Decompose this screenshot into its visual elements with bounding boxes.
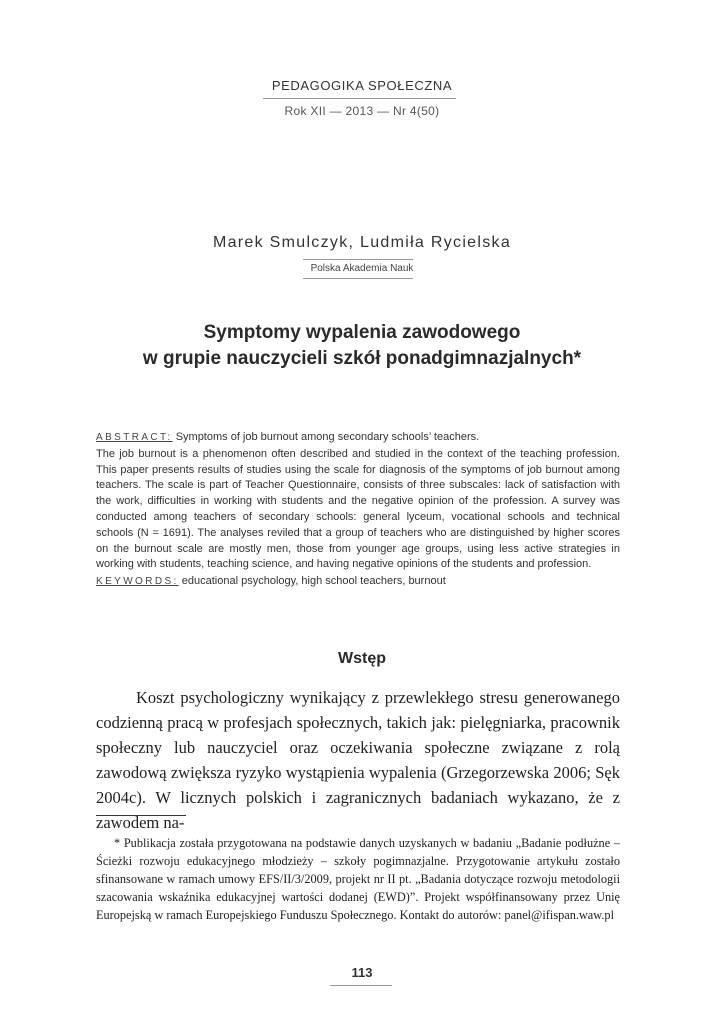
affiliation-divider-top: [303, 259, 413, 260]
abstract-text: The job burnout is a phenomenon often described and studied in the context of the teaching profession. This paper presents results of studies using the scale for diagnosis of the symptoms of job burnout among teachers. The scale is part of Teacher Questionnaire, consists of three subscales: lack of satisfaction with the work, difficulties in working with students and the negative opinion of the profession. A survey was conducted among teachers of secondary schools: general lyceum, vocational schools and technical schools (N = 1691). The analyses reviled that a group of teachers who are distinguished by higher scores on the burnout scale are mostly men, those from younger age groups, using less active strategies in working with students, teaching science, and having negative opinions of the students and profession.: [96, 447, 620, 571]
affiliation: Polska Akademia Nauk: [310, 263, 414, 274]
journal-divider: [263, 98, 456, 99]
abstract-heading-line: [96, 430, 620, 446]
affiliation-divider-bottom: [303, 278, 413, 279]
keywords-line: [96, 574, 620, 590]
keywords: educational psychology, high school teachers, burnout: [181, 575, 446, 588]
article-title: [0, 320, 724, 372]
page-number: 113: [351, 965, 373, 980]
issue-info: Rok XII — 2013 — Nr 4(50): [284, 104, 440, 118]
section-heading: Wstęp: [338, 650, 386, 667]
footnote-text: * Publikacja została przygotowana na podstawie danych uzyskanych w badaniu „Badanie podłużne – Ścieżki rozwoju edukacyjnego młodzieży – szkoły pogimnazjalne. Przygotowanie artykułu zostało sfinansowane w ramach umowy EFS/II/3/2009, projekt nr II pt. „Badania dotyczące rozwoju metodologii szacowania wskaźnika edukacyjnej wartości dodanej (EWD)”. Projekt współfinansowany przez Unię Europejską w ramach Europejskiego Funduszu Społecznego. Kontakt do autorów: panel@ifispan.waw.pl: [96, 836, 620, 922]
footnote-divider: [96, 815, 186, 816]
abstract-label: ABSTRACT:: [96, 432, 173, 443]
journal-name: PEDAGOGIKA SPOŁECZNA: [271, 78, 453, 93]
intro-paragraph: Koszt psychologiczny wynikający z przewlekłego stresu generowanego codzienną pracą w profesjach społecznych, takich jak: pielęgniarka, pracownik społeczny lub nauczyciel oraz oczekiwania społeczne związane z rolą zawodową zwiększa ryzyko wystąpienia wypalenia (Grzegorzewska 2006; Sęk 2004c). W licznych polskich i zagranicznych badaniach wykazano, że z zawodem na-: [96, 688, 620, 832]
abstract-heading: Symptoms of job burnout among secondary schools’ teachers.: [175, 431, 480, 443]
footnote: [96, 834, 620, 924]
keywords-label: KEYWORDS:: [96, 576, 179, 588]
body-text: [96, 685, 620, 835]
abstract-block: [96, 430, 620, 590]
page-number-divider: [330, 985, 392, 986]
title-line-1: Symptomy wypalenia zawodowego: [203, 322, 521, 343]
authors: Marek Smulczyk, Ludmiła Rycielska: [212, 234, 512, 251]
title-line-2: w grupie nauczycieli szkół ponadgimnazjalnych*: [142, 348, 582, 369]
